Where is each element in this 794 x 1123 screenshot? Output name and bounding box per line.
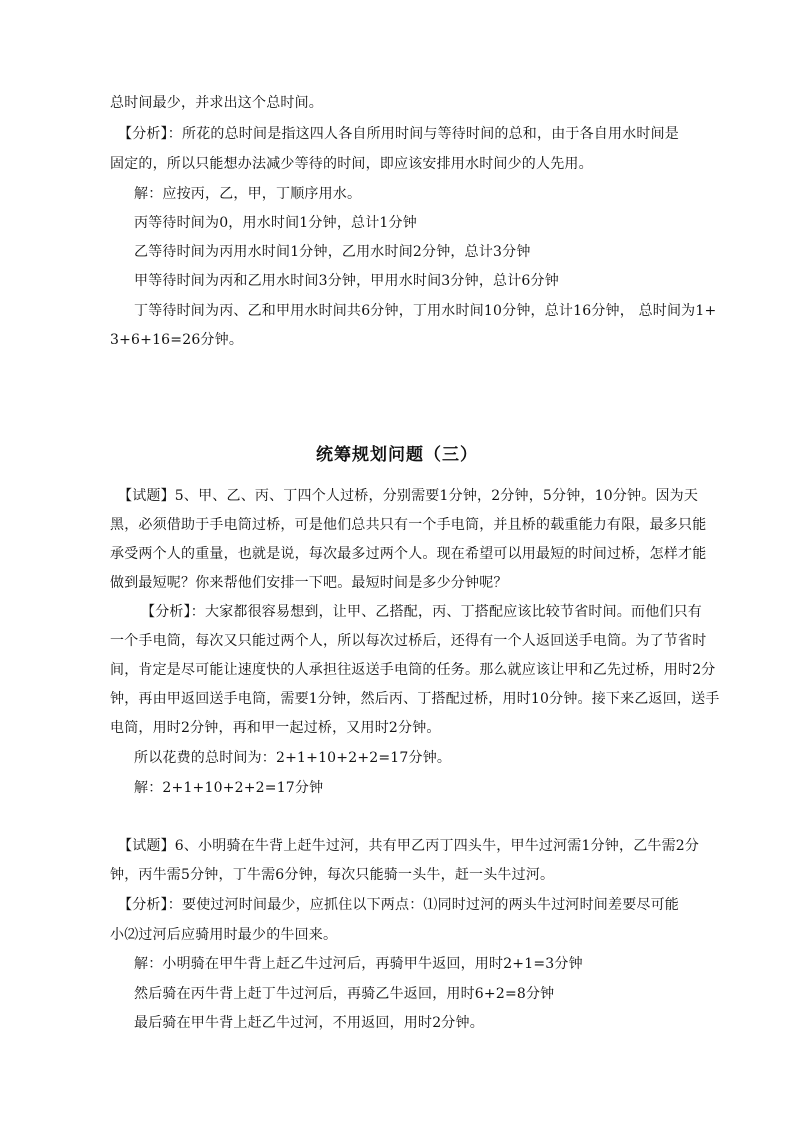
text-line: 乙等待时间为丙用水时间1分钟，乙用水时间2分钟，总计3分钟 [134,244,531,260]
analysis-line: 小⑵过河后应骑用时最少的牛回来。 [110,927,338,943]
section-title: 统筹规划问题（三） [316,445,478,465]
solution-line: 解：2+1+10+2+2=17分钟 [134,780,324,796]
problem-line: 承受两个人的重量，也就是说，每次最多过两个人。现在希望可以用最短的时间过桥，怎样才能 [110,546,707,562]
text-line: 丙等待时间为0，用水时间1分钟，总计1分钟 [134,215,417,231]
text-line: 所以花费的总时间为：2+1+10+2+2=17分钟。 [134,750,452,766]
analysis-line: 间，肯定是尽可能让速度快的人承担往返送手电筒的任务。那么就应该让甲和乙先过桥，用时2分 [110,662,716,678]
analysis-line: 【分析】：所花的总时间是指这四人各自所用时间与等待时间的总和，由于各自用水时间是 [118,126,679,142]
solution-line: 解：应按丙，乙，甲，丁顺序用水。 [134,186,362,202]
text-line: 总时间最少，并求出这个总时间。 [110,95,323,111]
text-line: 甲等待时间为丙和乙用水时间3分钟，甲用水时间3分钟，总计6分钟 [134,273,559,289]
analysis-line: 一个手电筒，每次又只能过两个人，所以每次过桥后，还得有一个人返回送手电筒。为了节省时 [110,633,707,649]
problem-line: 【试题】6、小明骑在牛背上赶牛过河，共有甲乙丙丁四头牛，甲牛过河需1分钟，乙牛需2分 [118,838,700,854]
solution-line: 解：小明骑在甲牛背上赶乙牛过河后，再骑甲牛返回，用时2+1=3分钟 [134,956,583,972]
problem-line: 黑，必须借助于手电筒过桥，可是他们总共只有一个手电筒，并且桥的载重能力有限，最多只能 [110,517,707,533]
text-line: 丁等待时间为丙、乙和甲用水时间共6分钟，丁用水时间10分钟，总计16分钟， 总时间为1+ [134,303,717,319]
analysis-line: 钟，再由甲返回送手电筒，需要1分钟，然后丙、丁搭配过桥，用时10分钟。接下来乙返回，送手 [110,691,720,707]
analysis-line: 【分析】：大家都很容易想到，让甲、乙搭配，丙、丁搭配应该比较节省时间。而他们只有 [141,604,702,620]
text-line: 然后骑在丙牛背上赶丁牛过河后，再骑乙牛返回，用时6+2=8分钟 [134,986,555,1002]
analysis-line: 【分析】：要使过河时间最少，应抓住以下两点：⑴同时过河的两头牛过河时间差要尽可能 [118,897,679,913]
text-line: 固定的，所以只能想办法减少等待的时间，即应该安排用水时间少的人先用。 [110,156,593,172]
problem-line: 钟，丙牛需5分钟，丁牛需6分钟，每次只能骑一头牛，赶一头牛过河。 [110,867,555,883]
text-line: 3+6+16=26分钟。 [110,332,244,348]
problem-line: 【试题】5、甲、乙、丙、丁四个人过桥，分别需要1分钟，2分钟，5分钟，10分钟。因为天 [118,488,699,504]
analysis-line: 电筒，用时2分钟，再和甲一起过桥，又用时2分钟。 [110,720,441,736]
text-line: 最后骑在甲牛背上赶乙牛过河，不用返回，用时2分钟。 [134,1015,484,1031]
problem-line: 做到最短呢？你来帮他们安排一下吧。最短时间是多少分钟呢？ [110,575,508,591]
